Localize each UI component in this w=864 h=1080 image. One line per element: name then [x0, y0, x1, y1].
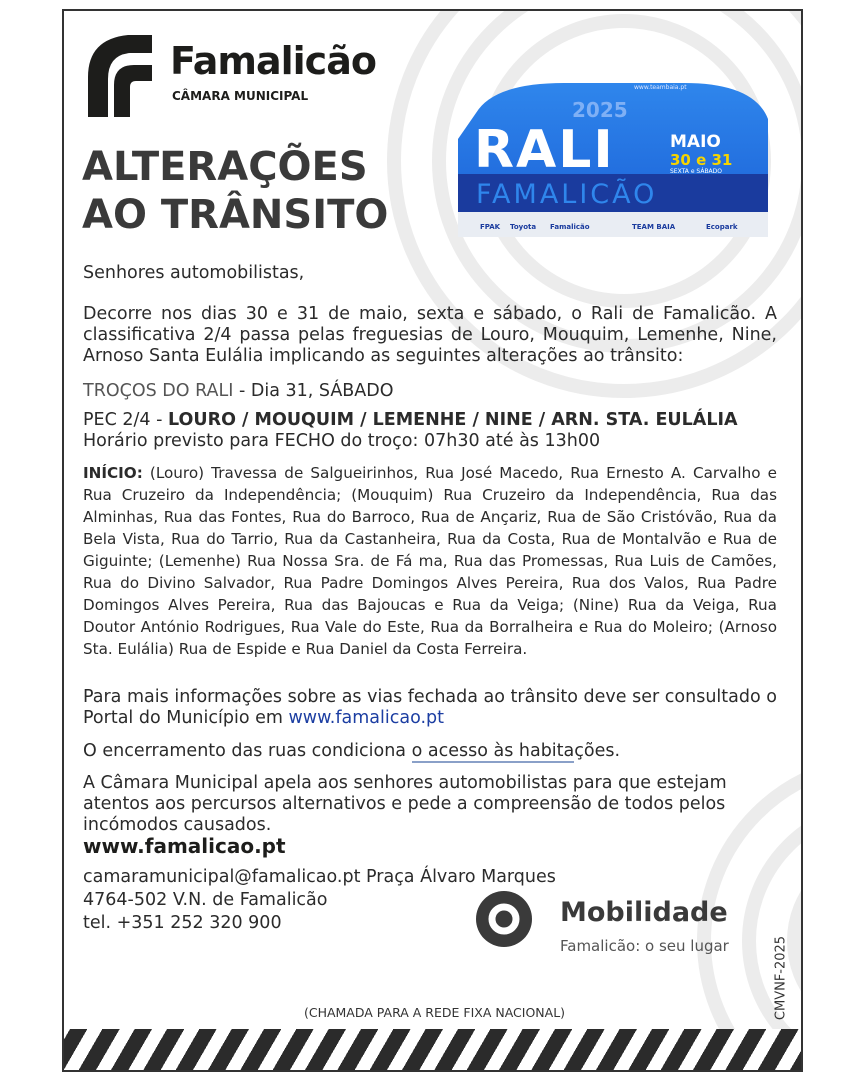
badge-website: www.teambaia.pt [634, 84, 687, 91]
document-code-text: CMVNF-2025 [773, 935, 789, 1021]
greeting: Senhores automobilistas, [83, 263, 305, 283]
access-text-b: o acesso às habita [411, 741, 575, 761]
poster [62, 9, 803, 1072]
footer-phone: tel. +351 252 320 900 [83, 913, 282, 933]
footer-email-address: camaramunicipal@famalicao.pt Praça Álvaro Marques [83, 867, 556, 887]
rally-badge [454, 79, 772, 241]
access-text-a: O encerramento das ruas condiciona [83, 741, 412, 761]
mobility-icon [474, 889, 534, 949]
title-line-2: AO TRÂNSITO [82, 192, 389, 238]
municipality-portal-link[interactable]: www.famalicao.pt [288, 708, 445, 728]
pec-prefix: PEC 2/4 - [83, 410, 168, 430]
logo-subtitle: CÂMARA MUNICIPAL [172, 89, 309, 103]
appeal-paragraph: A Câmara Municipal apela aos senhores automobilistas para que estejam atentos aos percursos alternativos e pede a compreensão de todos pelos incómodos causados. [83, 773, 727, 835]
badge-days: 30 e 31 [670, 151, 733, 169]
phone-note: (CHAMADA PARA A REDE FIXA NACIONAL) [303, 1005, 566, 1020]
striped-footer-band [64, 1029, 803, 1072]
section-heading [83, 381, 777, 402]
section-day: - Dia 31, SÁBADO [233, 381, 394, 401]
famalicao-logo [84, 25, 404, 125]
badge-town: FAMALICÃO [476, 179, 658, 210]
logo-name: Famalicão [170, 39, 376, 83]
mobility-tagline: Famalicão: o seu lugar [560, 937, 729, 955]
access-text-c: ções. [574, 741, 621, 761]
more-info-text: Para mais informações sobre as vias fechada ao trânsito deve ser consultado o Portal do Município em [83, 687, 777, 728]
badge-word: RALI [474, 120, 615, 180]
access-paragraph [83, 741, 777, 762]
sponsor-fpak: FPAK [480, 223, 501, 231]
title-line-1: ALTERAÇÕES [82, 144, 368, 190]
pec-places: LOURO / MOUQUIM / LEMENHE / NINE / ARN. STA. EULÁLIA [168, 410, 738, 430]
start-paragraph [83, 462, 777, 660]
intro-paragraph: Decorre nos dias 30 e 31 de maio, sexta e sábado, o Rali de Famalicão. A classificativa 2/4 passa pelas freguesias de Louro, Mouquim, Lemenhe, Nine, Arnoso Santa Eulália implicando as seguintes alterações ao trânsito: [83, 304, 777, 366]
famalicao-logo-mark-icon [84, 25, 156, 121]
sponsor-team-baia: TEAM BAIA [632, 223, 676, 231]
footer-website[interactable]: www.famalicao.pt [83, 834, 286, 858]
start-label: INÍCIO: [83, 464, 143, 482]
badge-month: MAIO [670, 132, 721, 152]
schedule: Horário previsto para FECHO do troço: 07h30 até às 13h00 [83, 431, 601, 451]
sponsor-toyota: Toyota [510, 223, 537, 231]
mobility-title: Mobilidade [560, 897, 728, 928]
section-label: TROÇOS DO RALI [83, 381, 234, 401]
sponsor-famalicao: Famalicão [550, 223, 590, 231]
start-text: (Louro) Travessa de Salgueirinhos, Rua José Macedo, Rua Ernesto A. Carvalho e Rua Cruzeiro da Independência; (Mouquim) Rua Cruzeiro da Independência, Rua das Alminhas, Rua das Fontes, Rua do Barroco, Rua de Ançariz, Rua de São Cristóvão, Rua da Bela Vista, Rua do Tarrio, Rua da Castanheira, Rua da Costa, Rua de Montalvão e Rua de Giguinte; (Lemenhe) Rua Nossa Sra. de Fá ma, Rua das Promessas, Rua Luis de Camões, Rua do Divino Salvador, Rua Padre Domingos Alves Pereira, Rua dos Valos, Rua Padre Domingos Alves Pereira, Rua das Bajoucas e Rua da Veiga; (Nine) Rua da Veiga, Rua Doutor António Rodrigues, Rua Vale do Este, Rua da Borralheira e Rua do Moleiro; (Arnoso Sta. Eulália) Rua de Espide e Rua Daniel da Costa Ferreira. [83, 464, 777, 658]
sponsor-ecopark: Ecopark [706, 223, 738, 231]
footer-postal: 4764-502 V.N. de Famalicão [83, 890, 328, 910]
pec-heading [83, 410, 777, 431]
more-info-paragraph [83, 687, 777, 729]
page-title [82, 143, 388, 239]
badge-weekdays: SEXTA e SÁBADO [670, 168, 723, 175]
badge-year: 2025 [572, 98, 628, 122]
